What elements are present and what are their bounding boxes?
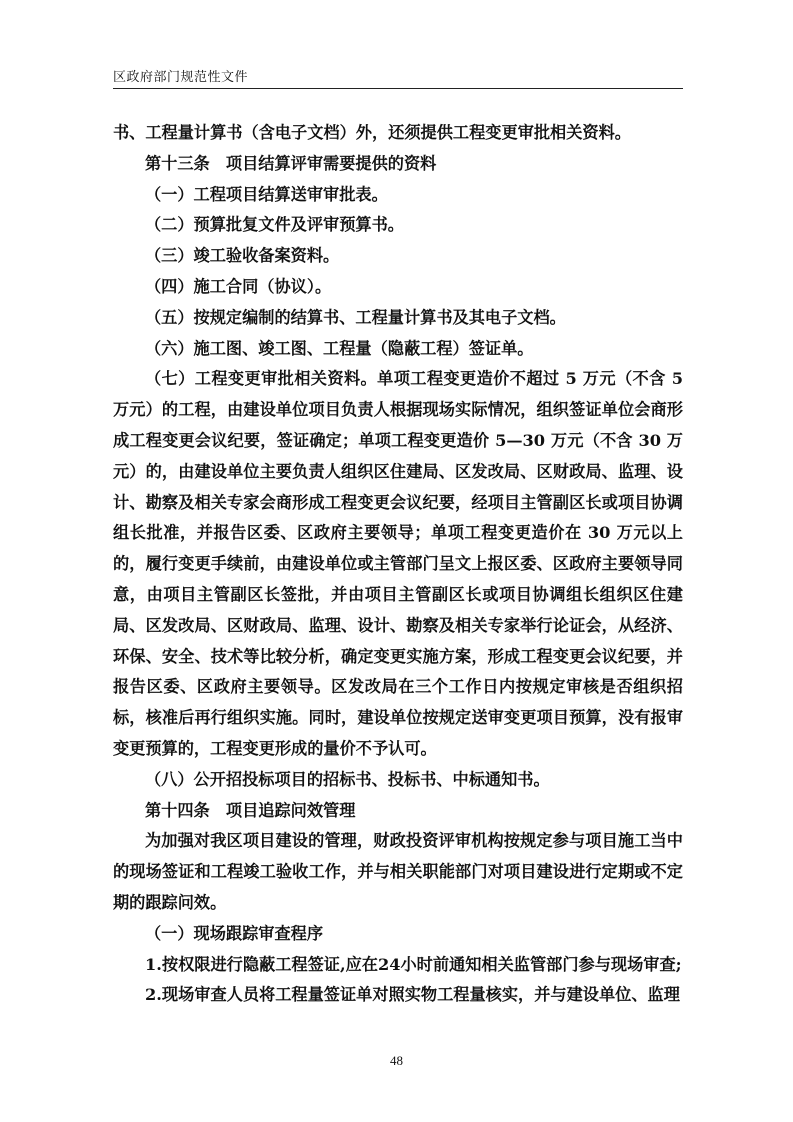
- document-body: [113, 118, 683, 1011]
- article-13-heading: 第十三条 项目结算评审需要提供的资料: [145, 153, 437, 173]
- numbered-item-2: 2.现场审查人员将工程量签证单对照实物工程量核实，并与建设单位、监理: [145, 985, 680, 1005]
- list-item-2: （二）预算批复文件及评审预算书。: [145, 215, 404, 235]
- list-item-7: （七）工程变更审批相关资料。单项工程变更造价不超过 5 万元（不含 5 万元）的工程，由建设单位项目负责人根据现场实际情况，组织签证单位会商形成工程变更会议纪要，签证确定；单项工程变更造价 5—30 万元（不含 30 万元）的，由建设单位主要负责人组织区住建局、区发改局、区财政局、监理、设计、勘察及相关专家会商形成工程变更会议纪要，经项目主管副区长或项目协调组长批准，并报告区委、区政府主要领导；单项工程变更造价在 30 万元以上的，履行变更手续前，由建设单位或主管部门呈文上报区委、区政府主要领导同意，由项目主管副区长签批，并由项目主管副区长或项目协调组长组织区住建局、区发改局、区财政局、监理、设计、勘察及相关专家举行论证会，从经济、环保、安全、技术等比较分析，确定变更实施方案，形成工程变更会议纪要，并报告区委、区政府主要领导。区发改局在三个工作日内按规定审核是否组织招标，核准后再行组织实施。同时，建设单位按规定送审变更项目预算，没有报审变更预算的，工程变更形成的量价不予认可。: [113, 369, 683, 758]
- numbered-item-1: 1.按权限进行隐蔽工程签证,应在24小时前通知相关监管部门参与现场审查;: [145, 954, 682, 974]
- article-14-heading: 第十四条 项目追踪问效管理: [145, 800, 356, 820]
- page-number: 48: [390, 1053, 403, 1068]
- list-item-4: （四）施工合同（协议）。: [145, 276, 332, 296]
- list-item-8: （八）公开招投标项目的招标书、投标书、中标通知书。: [145, 769, 550, 789]
- document-header-title: 区政府部门规范性文件: [113, 70, 249, 85]
- header-divider: [113, 88, 683, 89]
- list-item-5: （五）按规定编制的结算书、工程量计算书及其电子文档。: [145, 307, 566, 327]
- subsection-heading-1: （一）现场跟踪审查程序: [145, 923, 324, 943]
- list-item-6: （六）施工图、竣工图、工程量（隐蔽工程）签证单。: [145, 338, 534, 358]
- list-item-1: （一）工程项目结算送审审批表。: [145, 184, 388, 204]
- article-14-intro: 为加强对我区项目建设的管理，财政投资评审机构按规定参与项目施工当中的现场签证和工程竣工验收工作，并与相关职能部门对项目建设进行定期或不定期的跟踪问效。: [113, 831, 683, 912]
- paragraph-continuation: 书、工程量计算书（含电子文档）外，还须提供工程变更审批相关资料。: [113, 123, 631, 142]
- list-item-3: （三）竣工验收备案资料。: [145, 246, 340, 266]
